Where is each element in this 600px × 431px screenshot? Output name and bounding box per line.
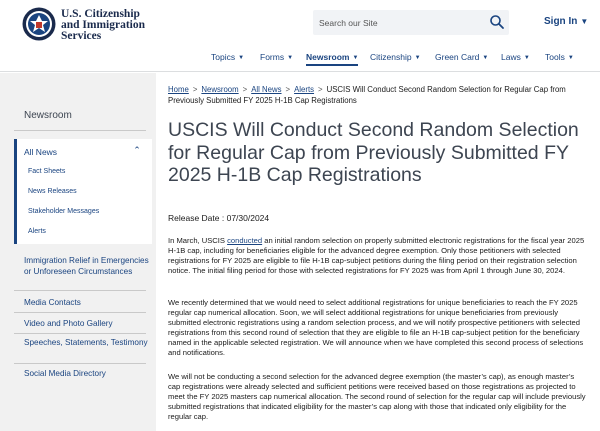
release-date: Release Date : 07/30/2024: [168, 213, 270, 223]
sign-in-button[interactable]: [544, 16, 588, 27]
nav-forms[interactable]: [260, 52, 293, 62]
nav-citizenship[interactable]: [370, 52, 421, 62]
search-icon[interactable]: [489, 14, 505, 30]
breadcrumb-separator: >: [285, 85, 291, 94]
nav-tools[interactable]: [545, 52, 574, 62]
site-header: [0, 0, 600, 72]
divider: [14, 363, 146, 364]
breadcrumb-separator: >: [318, 85, 323, 94]
nav-tools-label: Tools: [545, 52, 565, 62]
nav-forms-label: Forms: [260, 52, 285, 62]
article-paragraph: [168, 236, 588, 276]
sidebar-item-speeches[interactable]: Speeches, Statements, Testimony: [24, 338, 148, 347]
sidebar-item-alerts[interactable]: Alerts: [28, 228, 46, 235]
divider: [14, 290, 146, 291]
sidebar: [0, 73, 156, 431]
breadcrumb-separator: >: [242, 85, 248, 94]
search-input[interactable]: [319, 15, 479, 31]
paragraph-text: an initial random selection on properly submitted electronic registrations for the fiscal year 2025 H-1B cap, including for beneficiaries eligible for the advanced degree exemption. Only those petitioners with selected registrations for FY 2025 are eligible to file H-1B cap-subject petitions during the filing period on their registration selection notice. The initial filing period for those with selected registrations for FY 2025 was from April 1 through June 30, 2024.: [168, 236, 585, 276]
page-title: USCIS Will Conduct Second Random Selection for Regular Cap from Previously Submitted FY 2025 H-1B Cap Registrations: [168, 119, 579, 186]
sidebar-title: Newsroom: [24, 110, 72, 121]
nav-topics[interactable]: [211, 52, 244, 62]
divider: [14, 333, 146, 334]
nav-newsroom-label: Newsroom: [306, 52, 350, 62]
chevron-down-icon: ▼: [482, 55, 489, 61]
agency-name[interactable]: [61, 9, 181, 42]
paragraph-text: In March, USCIS: [168, 236, 228, 245]
search-box: [313, 10, 509, 35]
agency-name-line3: Services: [61, 30, 102, 42]
agency-name-line1: U.S. Citizenship: [61, 8, 140, 20]
chevron-down-icon: ▼: [414, 55, 421, 61]
divider: [14, 312, 146, 313]
sidebar-item-social-media[interactable]: Social Media Directory: [24, 369, 106, 378]
chevron-down-icon: ▼: [523, 55, 530, 61]
divider: [14, 130, 146, 131]
article-paragraph: We will not be conducting a second selection for the advanced degree exemption (the master’s cap), as enough master’s cap registrations were already selected and sufficient petitions were received based on those registrations as projected to meet the FY 2025 masters cap numerical allocation. The second round of selection for the regular cap will include previously submitted registrations that indicated eligibility for the master’s cap along with those that indicated only eligibility for the regular cap.: [168, 372, 586, 422]
chevron-down-icon: ▼: [238, 55, 245, 61]
sidebar-all-news-group: [14, 139, 152, 244]
sign-in-label: Sign In: [544, 16, 578, 27]
breadcrumb-separator: >: [192, 85, 198, 94]
sidebar-item-stakeholder-messages[interactable]: Stakeholder Messages: [28, 208, 100, 215]
breadcrumb-newsroom[interactable]: Newsroom: [201, 85, 239, 94]
sidebar-item-fact-sheets[interactable]: Fact Sheets: [28, 168, 66, 175]
chevron-down-icon: ▼: [352, 55, 359, 61]
chevron-down-icon: ▼: [567, 55, 574, 61]
article-paragraph: We recently determined that we would need to select additional registrations for unique beneficiaries to reach the FY 2025 regular cap numerical allocation. Soon, we will select additional registrations for unique beneficiaries from previously submitted electronic registrations using a random selection process, and we will notify prospective petitioners with selected registrations from this second round of selection that they are eligible to file an H-1B cap-subject petition for the beneficiary named in the applicable selected registration. We will announce when we have completed this second process of selections and notifications.: [168, 298, 584, 358]
sidebar-item-immigration-relief[interactable]: Immigration Relief in Emergencies or Unforeseen Circumstances: [24, 256, 149, 276]
nav-topics-label: Topics: [211, 52, 236, 62]
breadcrumb-alerts[interactable]: Alerts: [294, 85, 315, 94]
nav-newsroom[interactable]: [306, 52, 358, 66]
nav-green-card-label: Green Card: [435, 52, 480, 62]
breadcrumb: [168, 84, 588, 106]
breadcrumb-all-news[interactable]: All News: [251, 85, 282, 94]
chevron-down-icon: ▼: [287, 55, 294, 61]
sidebar-item-news-releases[interactable]: News Releases: [28, 188, 77, 195]
nav-laws[interactable]: [501, 52, 530, 62]
caret-down-icon: ▼: [580, 17, 589, 26]
breadcrumb-home[interactable]: Home: [168, 85, 189, 94]
chevron-up-icon[interactable]: ⌃: [133, 145, 141, 155]
nav-green-card[interactable]: [435, 52, 488, 62]
dhs-seal-logo[interactable]: [22, 7, 56, 41]
conducted-link[interactable]: conducted: [227, 236, 263, 245]
sidebar-item-media-contacts[interactable]: Media Contacts: [24, 298, 81, 307]
main-nav: [0, 52, 600, 66]
agency-name-line2: and Immigration: [61, 19, 146, 31]
nav-laws-label: Laws: [501, 52, 521, 62]
breadcrumb-current: USCIS Will Conduct Second Random Selection for Regular Cap from Previously Submitted FY 2025 H-1B Cap Registrations: [168, 85, 566, 105]
sidebar-item-video-gallery[interactable]: Video and Photo Gallery: [24, 319, 113, 328]
sidebar-item-all-news[interactable]: All News: [24, 147, 58, 157]
nav-citizenship-label: Citizenship: [370, 52, 412, 62]
